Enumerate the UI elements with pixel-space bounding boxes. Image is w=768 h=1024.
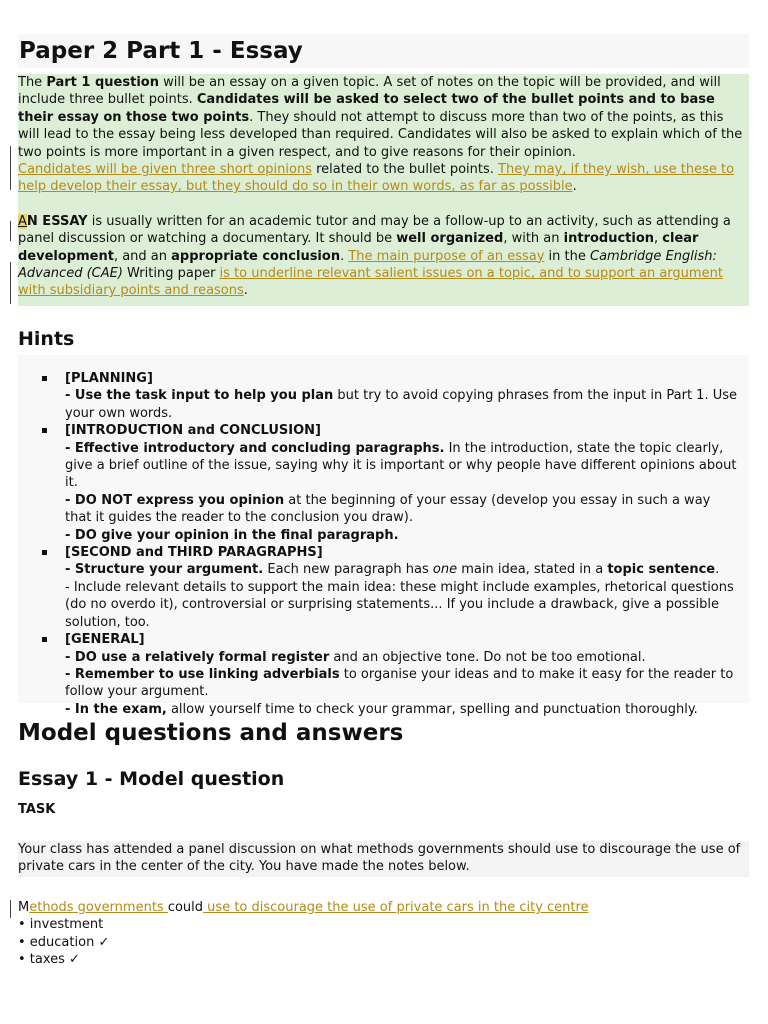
list-item: [INTRODUCTION and CONCLUSION] - Effective introductory and concluding paragraphs. In the introduction, state the topic clearly, give a brief outline of the issue, saying why it is important or why people have different opinions about it. - DO NOT express you opinion at the beginning of your essay (develop you essay in such a way that it guides the reader to the conclusion you draw). - DO give your opinion in the final paragraph. [18,422,738,544]
highlighted-text: They may, if they wish, use these to help develop their essay, but they should do so in their own words, as far as possible [18,162,735,195]
hints-list [18,370,738,718]
highlighted-text: ethods governments [29,900,168,915]
hints-heading: Hints [18,328,75,350]
list-item: [GENERAL] - DO use a relatively formal register and an objective tone. Do not be too emotional. - Remember to use linking adverbials to organise your ideas and to make it easy for the reader to follow your argument. - In the exam, allow yourself time to check your grammar, spelling and punctuation thoroughly. [18,631,738,718]
highlighted-letter: A [18,213,27,229]
intro-paragraph-1: The Part 1 question will be an essay on a given topic. A set of notes on the topic will be provided, and will include three bullet points. Candidates will be asked to select two of the bullet points and to base their essay on those two points. They should not attempt to discuss more than two of the points, as this will lead to the essay being less developed than required. Candidates will also be asked to explain which of the two points is more important in a given respect, and to give reasons for their opinion. Candidates will be given three short opinions related to the bullet points. They may, if they wish, use these to help develop their essay, but they should do so in their own words, as far as possible. [18,75,743,195]
change-bar [10,262,11,304]
page-title: Paper 2 Part 1 - Essay [18,34,749,68]
list-item: [SECOND and THIRD PARAGRAPHS] - Structure your argument. Each new paragraph has one main idea, stated in a topic sentence. - Include relevant details to support the main idea: these might include examples, rhetorical questions (do no overdo it), controversial or surprising statements... If you include a drawback, give a possible solution, too. [18,544,738,631]
change-bar [10,146,11,190]
change-bar [10,900,11,918]
task-label: TASK [18,802,56,817]
list-item: • taxes ✓ [18,952,80,968]
highlighted-text: The main purpose of an essay [348,248,545,264]
highlighted-text: is to underline relevant salient issues on a topic, and to support an argument with subsidiary points and reasons [18,266,723,299]
intro-paragraph-2: AN ESSAY is usually written for an academic tutor and may be a follow-up to an activity, such as attending a panel discussion or watching a documentary. It should be well organized, with an introduction, clear development, and an appropriate conclusion. The main purpose of an essay in the Cambridge English: Advanced (CAE) Writing paper is to underline relevant salient issues on a topic, and to support an argument with subsidiary points and reasons. [18,213,731,299]
task-text: Your class has attended a panel discussion on what methods governments should use to discourage the use of private cars in the center of the city. You have made the notes below. [18,841,749,877]
hints-section [18,355,749,717]
section-heading: Model questions and answers [18,720,404,746]
change-bar [10,221,11,241]
highlighted-text: use to discourage the use of private cars in the city centre [203,900,589,915]
list-item: [PLANNING] - Use the task input to help you plan but try to avoid copying phrases from the input in Part 1. Use your own words. [18,370,738,422]
list-item: • investment [18,917,104,933]
notes-title: Methods governments could use to discourage the use of private cars in the city centre [18,900,589,915]
list-item: • education ✓ [18,934,110,950]
subsection-heading: Essay 1 - Model question [18,768,285,790]
highlighted-text: Candidates will be given three short opinions [18,162,312,178]
intro-section [18,74,749,306]
notes-block [18,899,749,969]
